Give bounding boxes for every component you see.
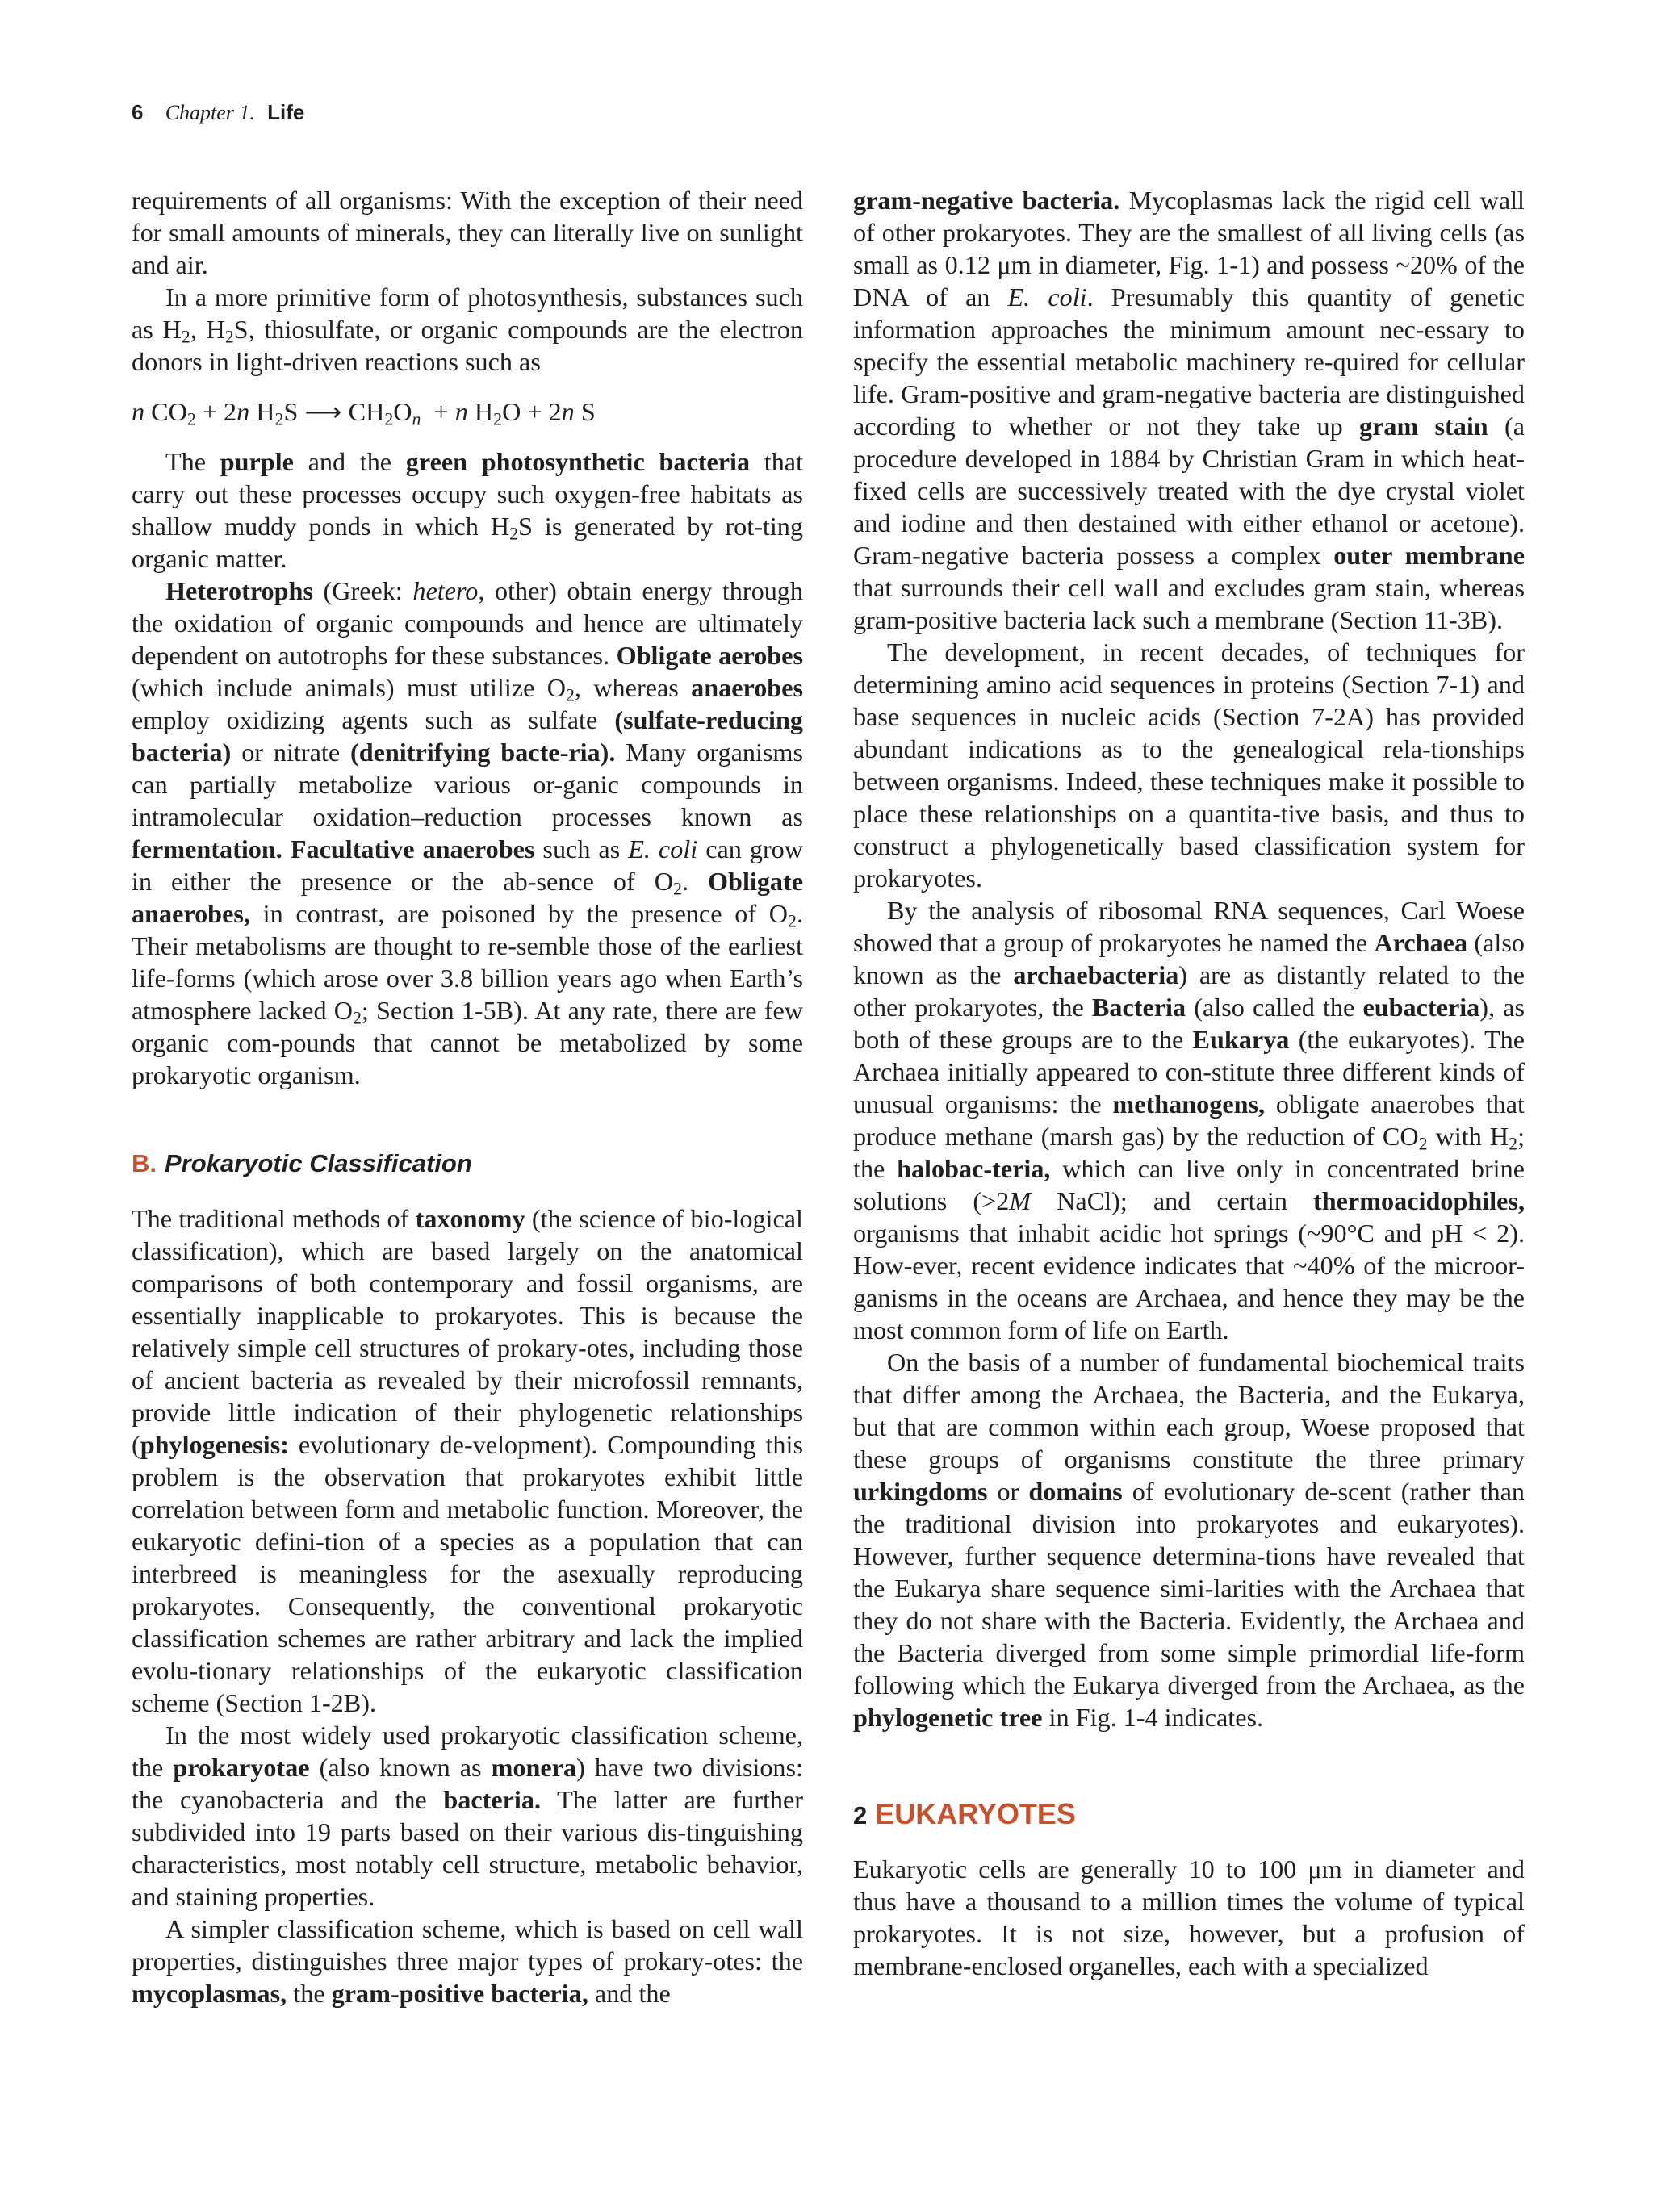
paragraph: In a more primitive form of photosynthesis, substances such as $H_2$, $H_2S$, thiosulfate, or organic compounds are the electron donors in light-driven reactions such as [132, 282, 803, 376]
chapter-title: Life [267, 100, 305, 124]
right-column [853, 184, 1525, 1982]
paragraph: In the most widely used prokaryotic classification scheme, the prokaryotae (also known as monera) have two divisions: the cyanobacteria and the bacteria. The latter are further subdivided into 19 parts based on their various dis-tinguishing characteristics, most notably cell structure, metabolic behavior, and staining properties. [132, 1721, 803, 1911]
paragraph: requirements of all organisms: With the exception of their need for small amounts of minerals, they can literally live on sunlight and air. [132, 186, 803, 279]
left-column [132, 184, 803, 2009]
section-heading: 2 EUKARYOTES [853, 1797, 1076, 1830]
paragraph: Heterotrophs (Greek: hetero, other) obtain energy through the oxidation of organic compounds and hence are ultimately dependent on autotrophs for these substances. Obligate aerobes (which include animals) must utilize $O_2$, whereas anaerobes employ oxidizing agents such as sulfate (sulfate-reducing bacteria) or nitrate (denitrifying bacte-ria). Many organisms can partially metabolize various or-ganic compounds in intramolecular oxidation–reduction processes known as fermentation. Facultative anaerobes such as E. coli can grow in either the presence or the ab-sence of $O_2$. Obligate anaerobes, in contrast, are poisoned by the presence of $O_2$. Their metabolisms are thought to re-semble those of the earliest life-forms (which arose over 3.8 billion years ago when Earth’s atmosphere lacked $O_2$; Section 1-5B). At any rate, there are few organic com-pounds that cannot be metabolized by some prokaryotic organism. [132, 576, 804, 1089]
paragraph: gram-negative bacteria. Mycoplasmas lack the rigid cell wall of other prokaryotes. They are the smallest of all living cells (as small as 0.12 μm in diameter, Fig. 1-1) and possess ~20% of the DNA of an E. coli. Presumably this quantity of genetic information approaches the minimum amount nec-essary to specify the essential metabolic machinery re-quired for cellular life. Gram-positive and gram-negative bacteria are distinguished according to whether or not they take up gram stain (a procedure developed in 1884 by Christian Gram in which heat-fixed cells are successively treated with the dye crystal violet and iodine and then destained with either ethanol or acetone). Gram-negative bacteria possess a complex outer membrane that surrounds their cell wall and excludes gram stain, whereas gram-positive bacteria lack such a membrane (Section 11-3B). [853, 186, 1525, 634]
chapter-label: Chapter 1. [165, 101, 255, 124]
paragraph: On the basis of a number of fundamental biochemical traits that differ among the Archaea, the Bacteria, and the Eukarya, but that are common within each group, Woese proposed that these groups of organisms constitute the three primary urkingdoms or domains of evolutionary de-scent (rather than the traditional division into prokaryotes and eukaryotes). However, further sequence determina-tions have revealed that the Eukarya share sequence simi-larities with the Archaea that they do not share with the Bacteria. Evidently, the Archaea and the Bacteria diverged from some simple primordial life-form following which the Eukarya diverged from the Archaea, as the phylogenetic tree in Fig. 1-4 indicates. [853, 1348, 1525, 1732]
paragraph: The development, in recent decades, of techniques for determining amino acid sequences in proteins (Section 7-1) and base sequences in nucleic acids (Section 7-2A) has provided abundant indications as to the genealogical rela-tionships between organisms. Indeed, these techniques make it possible to place these relationships on a quantita-tive basis, and thus to construct a phylogenetically based classification system for prokaryotes. [853, 638, 1525, 893]
running-head [132, 100, 304, 125]
section-heading: B. Prokaryotic Classification [132, 1149, 472, 1177]
paragraph: Eukaryotic cells are generally 10 to 100 μm in diameter and thus have a thousand to a million times the volume of typical prokaryotes. It is not size, however, but a profusion of membrane-enclosed organelles, each with a specialized [853, 1854, 1525, 1980]
page-number: 6 [132, 100, 144, 124]
paragraph: A simpler classification scheme, which is based on cell wall properties, distinguishes three major types of prokary-otes: the mycoplasmas, the gram-positive bacteria, and the [132, 1914, 803, 2008]
paragraph: The purple and the green photosynthetic bacteria that carry out these processes occupy such oxygen-free habitats as shallow muddy ponds in which $H_2S$ is generated by rot-ting organic matter. [132, 447, 804, 573]
paragraph: The traditional methods of taxonomy (the science of bio-logical classification), which are based largely on the anatomical comparisons of both contemporary and fossil organisms, are essentially inapplicable to prokaryotes. This is because the relatively simple cell structures of prokary-otes, including those of ancient bacteria as revealed by their microfossil remnants, provide little indication of their phylogenetic relationships (phylogenesis: evolutionary de-velopment). Compounding this problem is the observation that prokaryotes exhibit little correlation between form and metabolic function. Moreover, the eukaryotic defini-tion of a species as a population that can interbreed is meaningless for the asexually reproducing prokaryotes. Consequently, the conventional prokaryotic classification schemes are rather arbitrary and lack the implied evolu-tionary relationships of the eukaryotic classification scheme (Section 1-2B). [132, 1204, 803, 1717]
paragraph: By the analysis of ribosomal RNA sequences, Carl Woese showed that a group of prokaryotes he named the Archaea (also known as the archaebacteria) are as distantly related to the other prokaryotes, the Bacteria (also called the eubacteria), as both of these groups are to the Eukarya (the eukaryotes). The Archaea initially appeared to con-stitute three different kinds of unusual organisms: the methanogens, obligate anaerobes that produce methane (marsh gas) by the reduction of $CO_2$ with $H_2$; the halobac-teria, which can live only in concentrated brine solutions (>2M NaCl); and certain thermoacidophiles, organisms that inhabit acidic hot springs (~90°C and pH < 2). How-ever, recent evidence indicates that ~40% of the microor-ganisms in the oceans are Archaea, and hence they may be the most common form of life on Earth. [853, 896, 1525, 1344]
chemical-equation: n $CO_2 + 2n$ $H_2S$ ⟶ $CH_2O_n + n$ $H_2O + 2n$ S [132, 397, 596, 429]
